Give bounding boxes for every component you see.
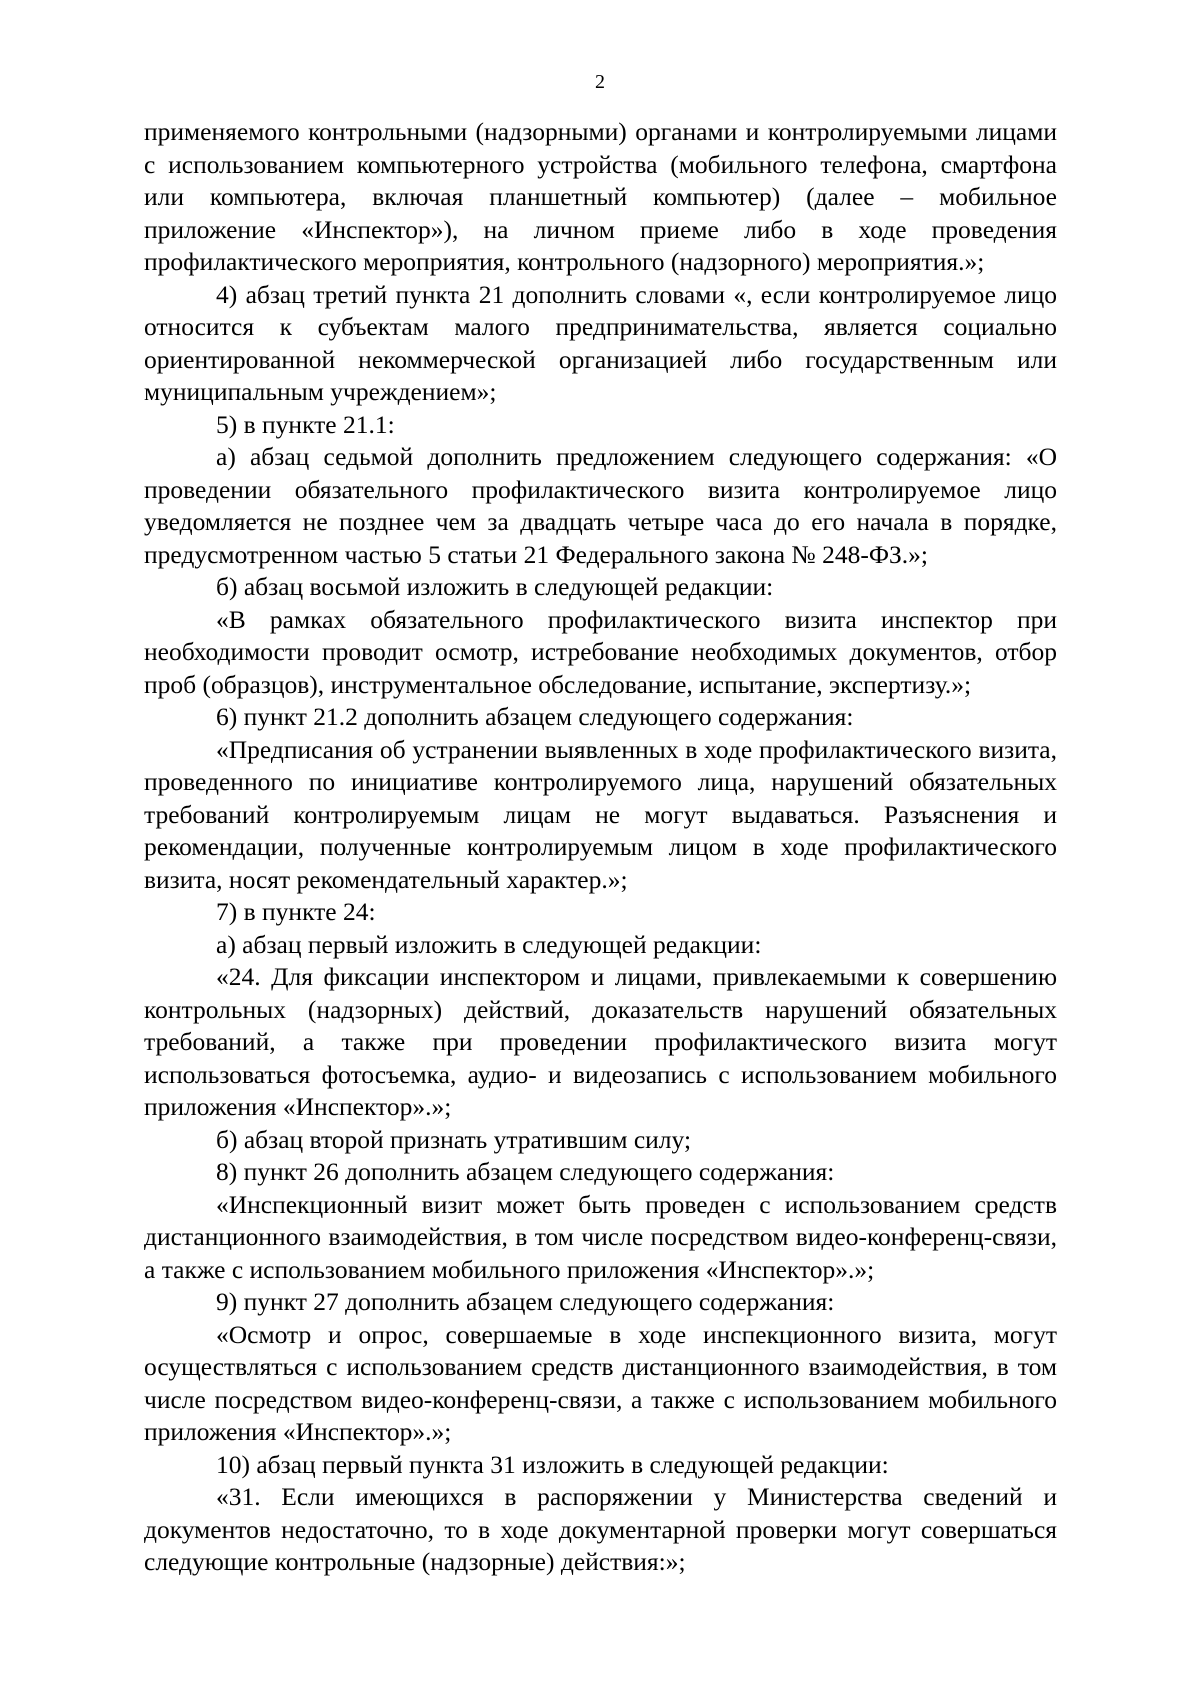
paragraph-continuation: применяемого контрольными (надзорными) органами и контролируемыми лицами с использованием компьютерного устройства (мобильного телефона, смартфона или компьютера, включая планшетный компьютер) (далее – мобильное приложение «Инспектор»), на личном приеме либо в ходе проведения профилактического мероприятия, контрольного (надзорного) мероприятия.»;	[144, 117, 1057, 276]
paragraph-item-5b: б) абзац восьмой изложить в следующей редакции:	[216, 572, 774, 601]
paragraph-item-7a: а) абзац первый изложить в следующей редакции:	[216, 929, 762, 959]
paragraph-item-4: 4) абзац третий пункта 21 дополнить словами «, если контролируемое лицо относится к субъектам малого предпринимательства, является социально ориентированной некоммерческой организацией либо государственным или муниципальным учреждением»;	[144, 279, 1057, 406]
document-body	[144, 116, 1057, 1579]
paragraph-item-8-text: «Инспекционный визит может быть проведен с использованием средств дистанционного взаимодействия, в том числе посредством видео-конференц-связи, а также с использованием мобильного приложения «Инспектор».»;	[144, 1189, 1057, 1284]
page-number: 2	[595, 71, 605, 93]
paragraph-item-5: 5) в пункте 21.1:	[216, 409, 395, 439]
paragraph-item-9: 9) пункт 27 дополнить абзацем следующего содержания:	[216, 1287, 835, 1316]
paragraph-item-7: 7) в пункте 24:	[216, 897, 376, 926]
paragraph-item-7a-text: «24. Для фиксации инспектором и лицами, привлекаемыми к совершению контрольных (надзорных) действий, доказательств нарушений обязательных требований, а также при проведении профилактического визита могут использоваться фотосъемка, аудио- и видеозапись с использованием мобильного приложения «Инспектор».»;	[144, 962, 1057, 1121]
paragraph-item-5a: а) абзац седьмой дополнить предложением следующего содержания: «О проведении обязательного профилактического визита контролируемое лицо уведомляется не позднее чем за двадцать четыре часа до его начала в порядке, предусмотренном частью 5 статьи 21 Федерального закона № 248-ФЗ.»;	[144, 442, 1057, 569]
paragraph-item-6: 6) пункт 21.2 дополнить абзацем следующего содержания:	[216, 702, 854, 731]
paragraph-item-6-text: «Предписания об устранении выявленных в ходе профилактического визита, проведенного по инициативе контролируемого лица, нарушений обязательных требований контролируемым лицам не могут выдаваться. Разъяснения и рекомендации, полученные контролируемым лицом в ходе профилактического визита, носят рекомендательный характер.»;	[144, 734, 1057, 894]
paragraph-item-10: 10) абзац первый пункта 31 изложить в следующей редакции:	[216, 1449, 889, 1479]
paragraph-item-9-text: «Осмотр и опрос, совершаемые в ходе инспекционного визита, могут осуществляться с использованием средств дистанционного взаимодействия, в том числе посредством видео-конференц-связи, а также с использованием мобильного приложения «Инспектор».»;	[144, 1319, 1057, 1446]
paragraph-item-7b: б) абзац второй признать утратившим силу;	[216, 1124, 692, 1154]
paragraph-item-10-text: «31. Если имеющихся в распоряжении у Министерства сведений и документов недостаточно, то в ходе документарной проверки могут совершаться следующие контрольные (надзорные) действия:»;	[144, 1482, 1057, 1576]
paragraph-item-5b-text: «В рамках обязательного профилактического визита инспектор при необходимости проводит осмотр, истребование необходимых документов, отбор проб (образцов), инструментальное обследование, испытание, экспертизу.»;	[144, 604, 1057, 699]
paragraph-item-8: 8) пункт 26 дополнить абзацем следующего содержания:	[216, 1157, 835, 1186]
